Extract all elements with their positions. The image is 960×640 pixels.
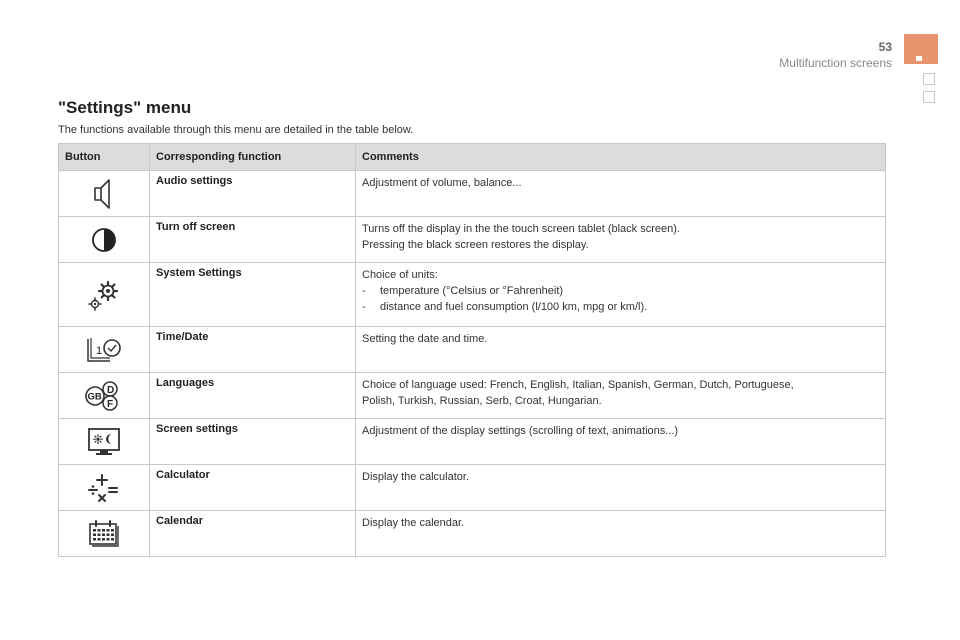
icon-cell bbox=[59, 327, 150, 373]
function-name: Time/Date bbox=[150, 327, 356, 373]
comment-line: Turns off the display in the the touch screen tablet (black screen). bbox=[362, 223, 680, 235]
comment-line: Display the calculator. bbox=[362, 471, 469, 483]
comment-line: Adjustment of volume, balance... bbox=[362, 177, 522, 189]
function-name: Calendar bbox=[150, 511, 356, 557]
function-name: Calculator bbox=[150, 465, 356, 511]
table-row bbox=[59, 327, 886, 373]
language-label-top: D bbox=[107, 384, 115, 396]
function-comment bbox=[356, 263, 886, 327]
bullet-text: temperature (°Celsius or °Fahrenheit) bbox=[380, 285, 564, 297]
language-label-bottom: F bbox=[107, 398, 114, 410]
function-comment bbox=[356, 327, 886, 373]
function-name: Screen settings bbox=[150, 419, 356, 465]
calendar-day-label: 1 bbox=[96, 344, 103, 357]
icon-cell bbox=[59, 263, 150, 327]
table-row bbox=[59, 373, 886, 419]
function-comment bbox=[356, 511, 886, 557]
language-label-left: GB bbox=[87, 391, 102, 402]
table-row bbox=[59, 419, 886, 465]
icon-cell bbox=[59, 373, 150, 419]
calendar-clock-icon bbox=[84, 335, 124, 365]
comment-line: Pressing the black screen restores the display. bbox=[362, 239, 589, 251]
comment-line: Adjustment of the display settings (scrolling of text, animations...) bbox=[362, 425, 679, 437]
chapter-tab bbox=[904, 34, 938, 64]
icon-cell bbox=[59, 511, 150, 557]
comment-line: Setting the date and time. bbox=[362, 333, 488, 345]
speaker-icon bbox=[91, 177, 117, 211]
table-header-row bbox=[59, 144, 886, 171]
function-name: Languages bbox=[150, 373, 356, 419]
side-nav-box bbox=[923, 91, 935, 103]
comment-line: Display the calendar. bbox=[362, 517, 465, 529]
bullet-marker: - bbox=[362, 285, 366, 297]
half-circle-screen-off-icon bbox=[90, 226, 118, 254]
column-header-function: Corresponding function bbox=[150, 144, 356, 171]
comment-line: Choice of units: bbox=[362, 269, 438, 281]
icon-cell bbox=[59, 465, 150, 511]
function-name: Audio settings bbox=[150, 171, 356, 217]
language-bubbles-icon bbox=[83, 380, 125, 412]
table-row bbox=[59, 263, 886, 327]
calendar-icon bbox=[86, 518, 122, 550]
section-intro: The functions available through this menu are detailed in the table below. bbox=[58, 124, 414, 136]
icon-cell bbox=[59, 217, 150, 263]
calculator-icon bbox=[85, 472, 123, 504]
function-comment bbox=[356, 419, 886, 465]
bullet-item bbox=[362, 283, 879, 299]
table-row bbox=[59, 511, 886, 557]
table-row bbox=[59, 465, 886, 511]
function-comment bbox=[356, 465, 886, 511]
bullet-text: distance and fuel consumption (l/100 km, mpg or km/l). bbox=[380, 301, 648, 313]
icon-cell bbox=[59, 419, 150, 465]
side-nav-box bbox=[923, 73, 935, 85]
bullet-marker: - bbox=[362, 301, 366, 313]
icon-cell bbox=[59, 171, 150, 217]
section-heading: "Settings" menu bbox=[58, 98, 192, 117]
gears-icon bbox=[87, 278, 121, 312]
chapter-tab-marker bbox=[916, 56, 922, 61]
column-header-button: Button bbox=[59, 144, 150, 171]
function-comment bbox=[356, 373, 886, 419]
function-comment bbox=[356, 171, 886, 217]
function-comment bbox=[356, 217, 886, 263]
screen-day-night-icon bbox=[86, 427, 122, 457]
page-number: 53 bbox=[878, 40, 892, 54]
function-name: System Settings bbox=[150, 263, 356, 327]
bullet-item bbox=[362, 299, 879, 315]
table-row bbox=[59, 217, 886, 263]
chapter-title: Multifunction screens bbox=[779, 56, 892, 70]
settings-table bbox=[58, 143, 886, 557]
function-name: Turn off screen bbox=[150, 217, 356, 263]
comment-line: Choice of language used: French, English, Italian, Spanish, German, Dutch, Portuguese, bbox=[362, 379, 794, 391]
column-header-comments: Comments bbox=[356, 144, 886, 171]
comment-line: Polish, Turkish, Russian, Serb, Croat, Hungarian. bbox=[362, 395, 602, 407]
table-row bbox=[59, 171, 886, 217]
